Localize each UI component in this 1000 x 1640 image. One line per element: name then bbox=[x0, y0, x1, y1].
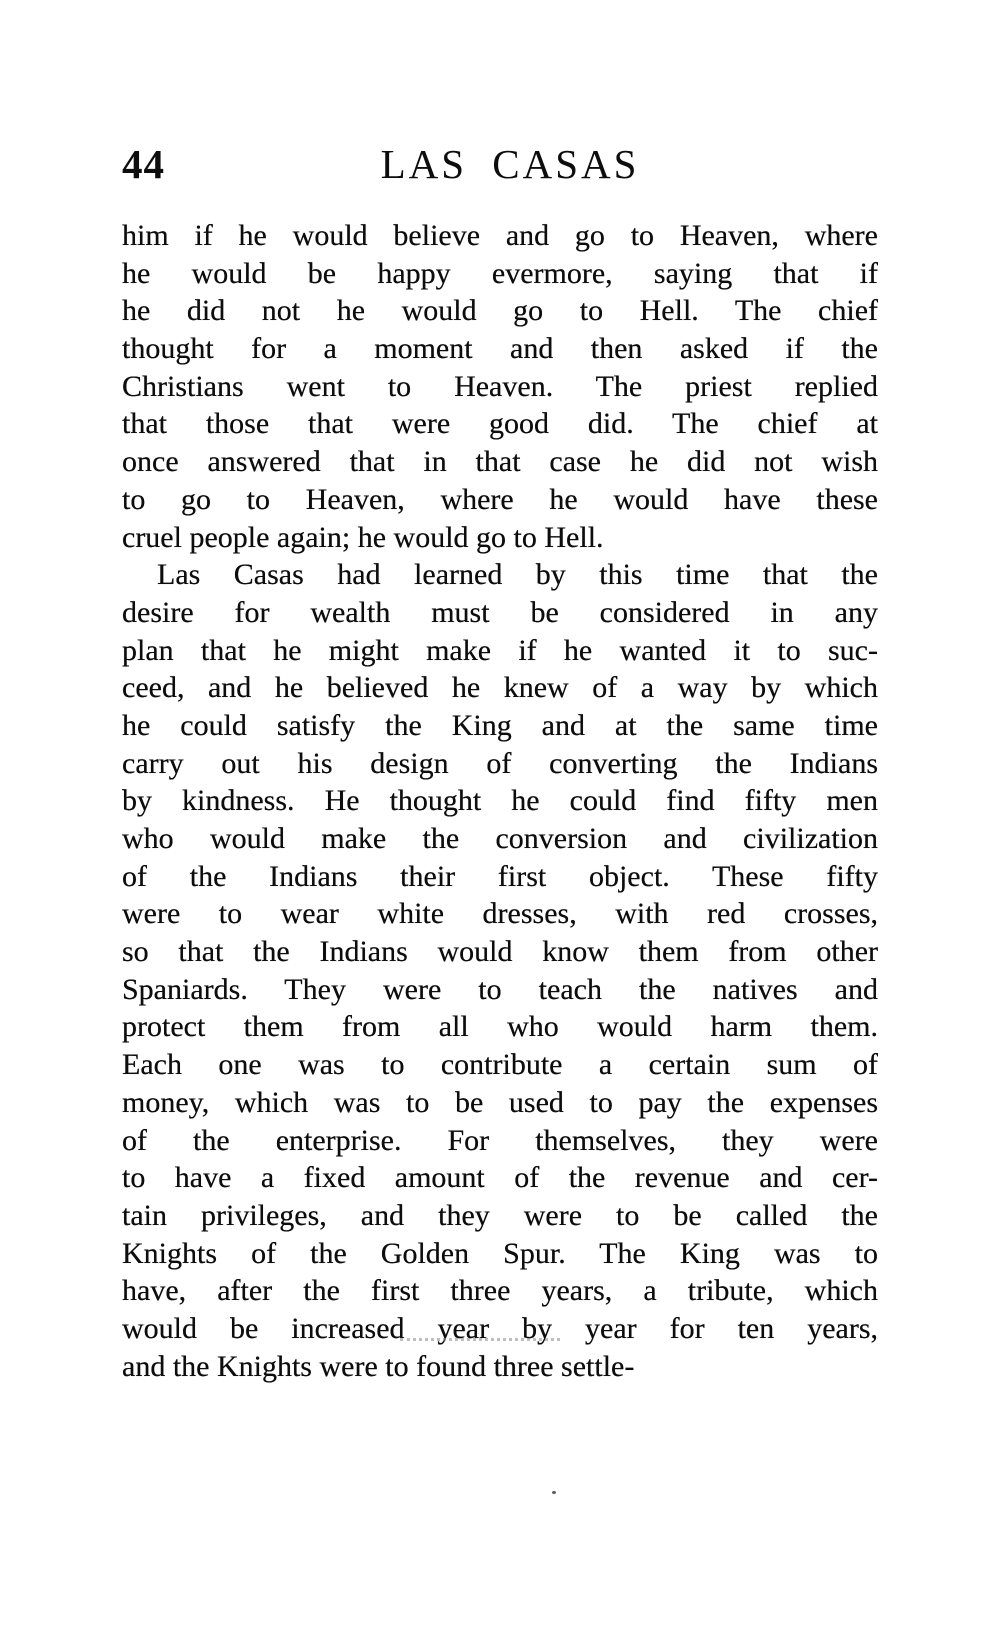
text-line: cruel people again; he would go to Hell. bbox=[122, 520, 604, 554]
text-line: he could satisfy the King and at the same time bbox=[122, 708, 878, 742]
running-title: LAS CASAS bbox=[380, 141, 640, 187]
text-line: tain privileges, and they were to be called the bbox=[122, 1198, 878, 1232]
ink-speck-artifact bbox=[552, 1491, 556, 1494]
scan-smudge-artifact bbox=[400, 1338, 560, 1341]
text-line: by kindness. He thought he could find fifty men bbox=[122, 784, 878, 818]
text-line: Spaniards. They were to teach the natives and bbox=[122, 972, 878, 1006]
text-line: money, which was to be used to pay the expenses bbox=[122, 1085, 878, 1119]
text-line: carry out his design of converting the Indians bbox=[122, 746, 878, 780]
text-line: he did not he would go to Hell. The chief bbox=[122, 294, 878, 328]
text-line: so that the Indians would know them from other bbox=[122, 935, 878, 969]
text-line: Each one was to contribute a certain sum of bbox=[122, 1048, 878, 1082]
text-line: of the enterprise. For themselves, they were bbox=[122, 1123, 878, 1157]
text-line: Knights of the Golden Spur. The King was to bbox=[122, 1236, 878, 1270]
text-line: desire for wealth must be considered in any bbox=[122, 595, 878, 629]
text-line: have, after the first three years, a tribute, which bbox=[122, 1274, 878, 1308]
text-line: once answered that in that case he did not wish bbox=[122, 445, 878, 479]
text-line: he would be happy evermore, saying that if bbox=[122, 256, 878, 290]
text-line: ceed, and he believed he knew of a way by which bbox=[122, 671, 878, 705]
text-line: to go to Heaven, where he would have these bbox=[122, 482, 878, 516]
text-line: who would make the conversion and civilization bbox=[122, 822, 878, 855]
text-line: plan that he might make if he wanted it to suc- bbox=[122, 633, 878, 667]
text-line: of the Indians their first object. These fifty bbox=[122, 859, 878, 893]
text-line: and the Knights were to found three settle- bbox=[122, 1349, 635, 1383]
page-body bbox=[122, 217, 878, 1385]
text-line: would be increased year by year for ten years, bbox=[122, 1311, 878, 1345]
page-header bbox=[122, 140, 878, 188]
page-number: 44 bbox=[122, 141, 165, 187]
text-line: Las Casas had learned by this time that the bbox=[157, 558, 878, 592]
text-line: Christians went to Heaven. The priest replied bbox=[122, 369, 878, 403]
text-line: that those that were good did. The chief at bbox=[122, 407, 878, 441]
text-line: thought for a moment and then asked if the bbox=[122, 332, 878, 366]
text-line: him if he would believe and go to Heaven, where bbox=[122, 219, 878, 252]
text-line: protect them from all who would harm them. bbox=[122, 1010, 878, 1044]
text-line: to have a fixed amount of the revenue and cer- bbox=[122, 1161, 878, 1195]
text-line: were to wear white dresses, with red crosses, bbox=[122, 897, 878, 931]
